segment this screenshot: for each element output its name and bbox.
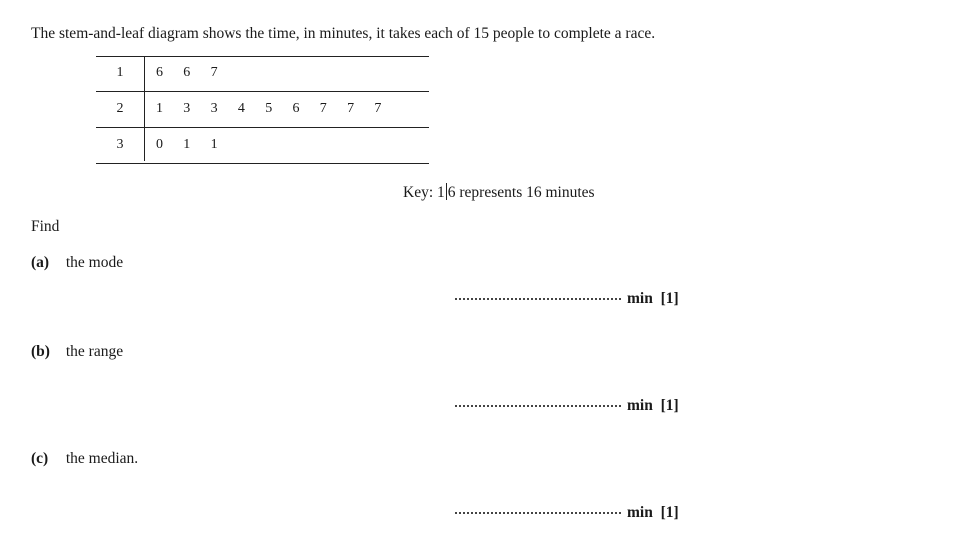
stem-value: 3 [116,137,124,152]
key-suffix: represents 16 minutes [459,184,595,201]
stem-value: 1 [116,65,124,80]
answer-line-a [455,290,679,308]
part-label: (c) [31,450,49,467]
leaf-value: 4 [237,101,245,116]
stem-and-leaf-diagram [96,56,429,164]
answer-unit: min [627,504,653,521]
answer-marks: [1] [660,397,679,414]
answer-line-c [455,504,679,522]
part-text: the range [65,343,124,360]
answer-unit: min [627,290,653,307]
answer-unit: min [627,397,653,414]
key-stem: 1 [437,184,445,201]
key-leaf: 6 [447,184,456,201]
leaf-value: 7 [210,65,218,80]
stem-row [96,56,429,92]
diagram-key [403,183,595,202]
leaf-value: 6 [183,65,191,80]
answer-marks: [1] [660,504,679,521]
question-intro: The stem-and-leaf diagram shows the time, in minutes, it takes each of 15 people to complete a race. [31,25,656,42]
part-a [31,254,123,272]
leaf-value: 7 [347,101,355,116]
part-text: the median. [65,450,139,467]
answer-field[interactable] [455,298,621,300]
leaf-value: 7 [319,101,327,116]
leaf-value: 6 [292,101,300,116]
answer-line-b [455,397,679,415]
leaf-value: 3 [183,101,191,116]
key-divider [446,183,447,200]
find-label: Find [31,218,60,235]
leaves [156,137,238,153]
answer-field[interactable] [455,512,621,514]
part-text: the mode [65,254,124,271]
leaves [156,65,238,81]
leaf-value: 7 [374,101,382,116]
stem-value: 2 [116,101,124,116]
part-label: (b) [31,343,50,360]
part-b [31,343,123,361]
leaf-value: 3 [210,101,218,116]
stem-row [96,128,429,164]
leaf-value: 5 [265,101,273,116]
leaves [156,101,402,117]
answer-marks: [1] [660,290,679,307]
leaf-value: 6 [156,65,163,80]
answer-field[interactable] [455,405,621,407]
part-label: (a) [31,254,50,271]
leaf-value: 1 [210,137,218,152]
stem-row [96,92,429,128]
part-c [31,450,138,468]
leaf-value: 1 [183,137,191,152]
key-prefix: Key: [403,184,434,201]
leaf-value: 0 [156,137,163,152]
leaf-value: 1 [156,101,163,116]
